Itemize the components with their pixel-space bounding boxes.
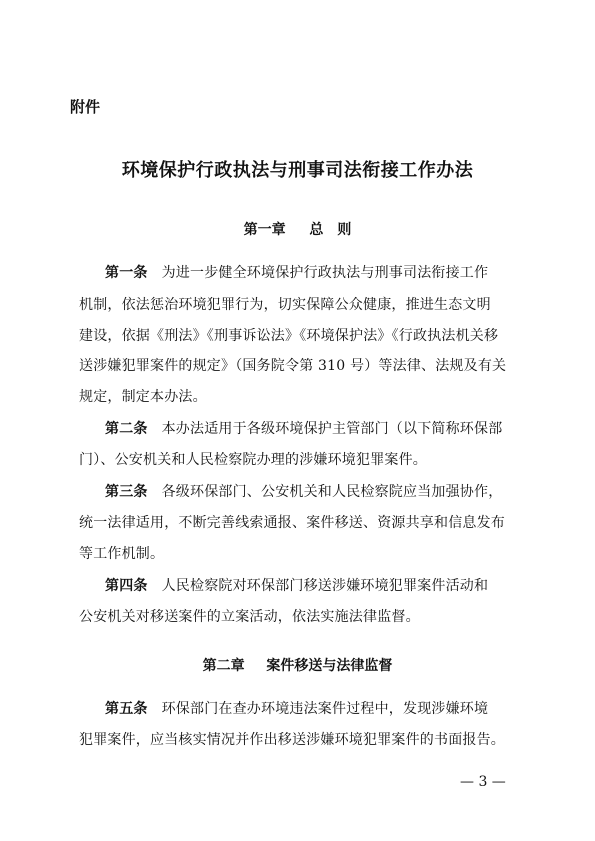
article-text: 环保部门在查办环境违法案件过程中，发现涉嫌环境: [161, 701, 489, 717]
article-2-line-2: 门）、公安机关和人民检察院办理的涉嫌环境犯罪案件。: [79, 452, 427, 468]
article-text: 各级环保部门、公安机关和人民检察院应当加强协作，: [161, 484, 503, 500]
article-text: 人民检察院对环保部门移送涉嫌环境犯罪案件活动和: [161, 578, 489, 594]
article-label: 第五条: [105, 701, 148, 717]
article-5-line-2: 犯罪案件，应当核实情况并作出移送涉嫌环境犯罪案件的书面报告。: [79, 732, 505, 748]
article-3-line-2: 统一法律适用，不断完善线索通报、案件移送、资源共享和信息发布: [79, 515, 505, 531]
article-1-line-4: 送涉嫌犯罪案件的规定》（国务院令第 310 号）等法律、法规及有关: [79, 358, 507, 374]
article-text: 为进一步健全环境保护行政执法与刑事司法衔接工作: [161, 265, 489, 281]
article-2-line-1: [105, 418, 502, 438]
article-label: 第四条: [105, 578, 148, 594]
article-1-line-1: [105, 262, 488, 282]
chapter-title: 总 则: [309, 222, 352, 238]
article-label: 第三条: [105, 484, 148, 500]
article-4-line-2: 公安机关对移送案件的立案活动，依法实施法律监督。: [79, 609, 420, 625]
chapter-heading-1: [0, 219, 595, 239]
article-3-line-3: 等工作机制。: [79, 546, 165, 562]
page-number: — 3 —: [460, 774, 506, 790]
article-1-line-5: 规定，制定本办法。: [79, 389, 207, 405]
chapter-title: 案件移送与法律监督: [266, 658, 393, 674]
article-text: 本办法适用于各级环境保护主管部门（以下简称环保部: [161, 421, 503, 437]
attachment-label: 附件: [70, 98, 101, 116]
article-label: 第二条: [105, 421, 148, 437]
article-label: 第一条: [105, 265, 148, 281]
chapter-number: 第二章: [202, 658, 245, 674]
article-5-line-1: [105, 698, 488, 718]
article-3-line-1: [105, 481, 502, 501]
chapter-heading-2: [0, 655, 595, 675]
article-4-line-1: [105, 575, 488, 595]
document-title: 环境保护行政执法与刑事司法衔接工作办法: [121, 160, 474, 181]
article-1-line-3: 建设，依据《刑法》《刑事诉讼法》《环境保护法》《行政执法机关移: [79, 328, 499, 344]
article-1-line-2: 机制，依法惩治环境犯罪行为，切实保障公众健康，推进生态文明: [79, 297, 491, 313]
chapter-number: 第一章: [243, 222, 286, 238]
